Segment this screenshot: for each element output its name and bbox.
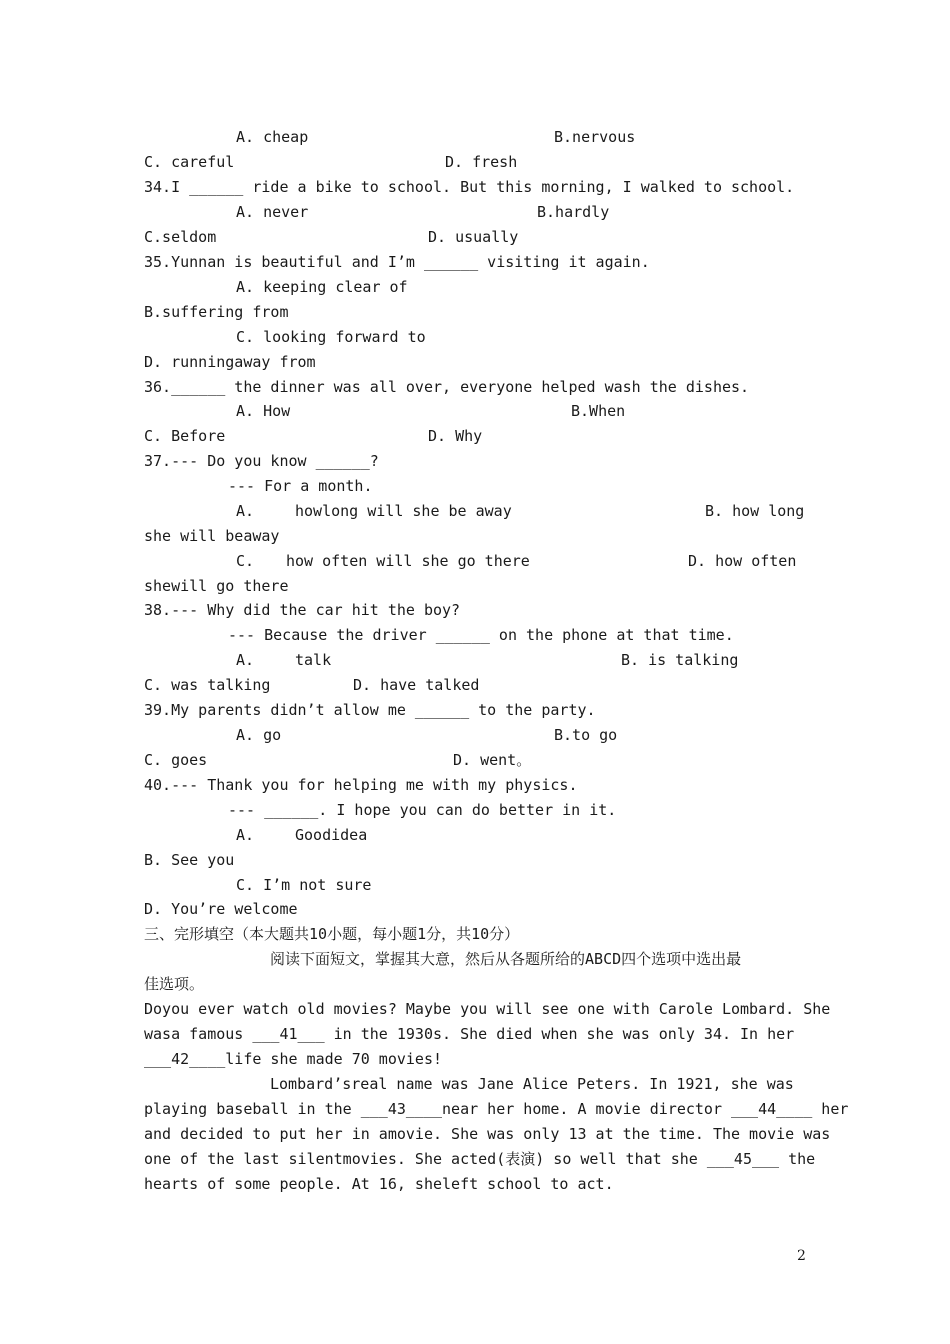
option-d: D. runningaway from (144, 353, 316, 371)
option-b: B. is talking (621, 651, 739, 669)
option-c: how often will she go there (286, 552, 530, 570)
dialogue-reply: --- ______. I hope you can do better in it. (228, 801, 617, 819)
option-b: B.suffering from (144, 303, 289, 321)
option-c: C. careful (144, 153, 235, 171)
option-b: B.to go (554, 726, 618, 744)
option-a: A. never (236, 203, 309, 221)
option-c: C. was talking (144, 676, 271, 694)
option-a: Goodidea (295, 826, 368, 844)
passage-line: hearts of some people. At 16, sheleft school to act. (144, 1175, 614, 1193)
option-d: D. Why (428, 427, 483, 445)
option-d: D. usually (428, 228, 519, 246)
section-heading: 三、完形填空（本大题共10小题，每小题1分，共10分） (144, 925, 520, 943)
question-34: 34.I ______ ride a bike to school. But this morning, I walked to school. (144, 178, 795, 196)
passage-line: one of the last silentmovies. She acted(表演) so well that she ___45___ the (144, 1150, 816, 1168)
option-a-letter: A. (236, 502, 255, 520)
option-a: A. keeping clear of (236, 278, 408, 296)
option-d: D. fresh (445, 153, 518, 171)
option-a: A. How (236, 402, 291, 420)
question-35: 35.Yunnan is beautiful and I’m ______ visiting it again. (144, 253, 650, 271)
option-c-letter: C. (236, 552, 255, 570)
passage-line: playing baseball in the ___43____near her home. A movie director ___44____ her (144, 1100, 849, 1118)
section-instructions-continued: 佳选项。 (144, 975, 205, 993)
option-b: B.nervous (554, 128, 636, 146)
page-number: 2 (797, 1248, 806, 1264)
option-d-continued: shewill go there (144, 577, 289, 595)
question-37: 37.--- Do you know ______? (144, 452, 379, 470)
question-36: 36.______ the dinner was all over, everyone helped wash the dishes. (144, 378, 750, 396)
option-a: howlong will she be away (295, 502, 512, 520)
question-38: 38.--- Why did the car hit the boy? (144, 601, 461, 619)
option-c: C. I’m not sure (236, 876, 372, 894)
option-b: B. how long (705, 502, 805, 520)
option-c: C. looking forward to (236, 328, 426, 346)
passage-line: and decided to put her in amovie. She was only 13 at the time. The movie was (144, 1125, 831, 1143)
question-39: 39.My parents didn’t allow me ______ to the party. (144, 701, 596, 719)
passage-line: Doyou ever watch old movies? Maybe you will see one with Carole Lombard. She (144, 1000, 831, 1018)
option-c: C. goes (144, 751, 208, 769)
option-d: D. You’re welcome (144, 900, 298, 918)
option-b: B.When (571, 402, 626, 420)
option-a-letter: A. (236, 826, 255, 844)
option-b-continued: she will beaway (144, 527, 280, 545)
question-40: 40.--- Thank you for helping me with my physics. (144, 776, 578, 794)
option-a: A. go (236, 726, 282, 744)
option-c: C. Before (144, 427, 226, 445)
passage-line: wasa famous ___41___ in the 1930s. She died when she was only 34. In her (144, 1025, 795, 1043)
option-b: B. See you (144, 851, 235, 869)
option-c: C.seldom (144, 228, 217, 246)
passage-line: ___42____life she made 70 movies! (144, 1050, 443, 1068)
option-a: talk (295, 651, 332, 669)
option-b: B.hardly (537, 203, 610, 221)
section-instructions: 阅读下面短文，掌握其大意，然后从各题所给的ABCD四个选项中选出最 (270, 950, 742, 968)
option-d: D. have talked (353, 676, 480, 694)
dialogue-reply: --- For a month. (228, 477, 373, 495)
option-a-letter: A. (236, 651, 255, 669)
passage-line: Lombard’sreal name was Jane Alice Peters. In 1921, she was (270, 1075, 794, 1093)
dialogue-reply: --- Because the driver ______ on the phone at that time. (228, 626, 734, 644)
option-d: D. how often (688, 552, 797, 570)
option-d: D. went。 (453, 751, 532, 769)
option-a: A. cheap (236, 128, 309, 146)
